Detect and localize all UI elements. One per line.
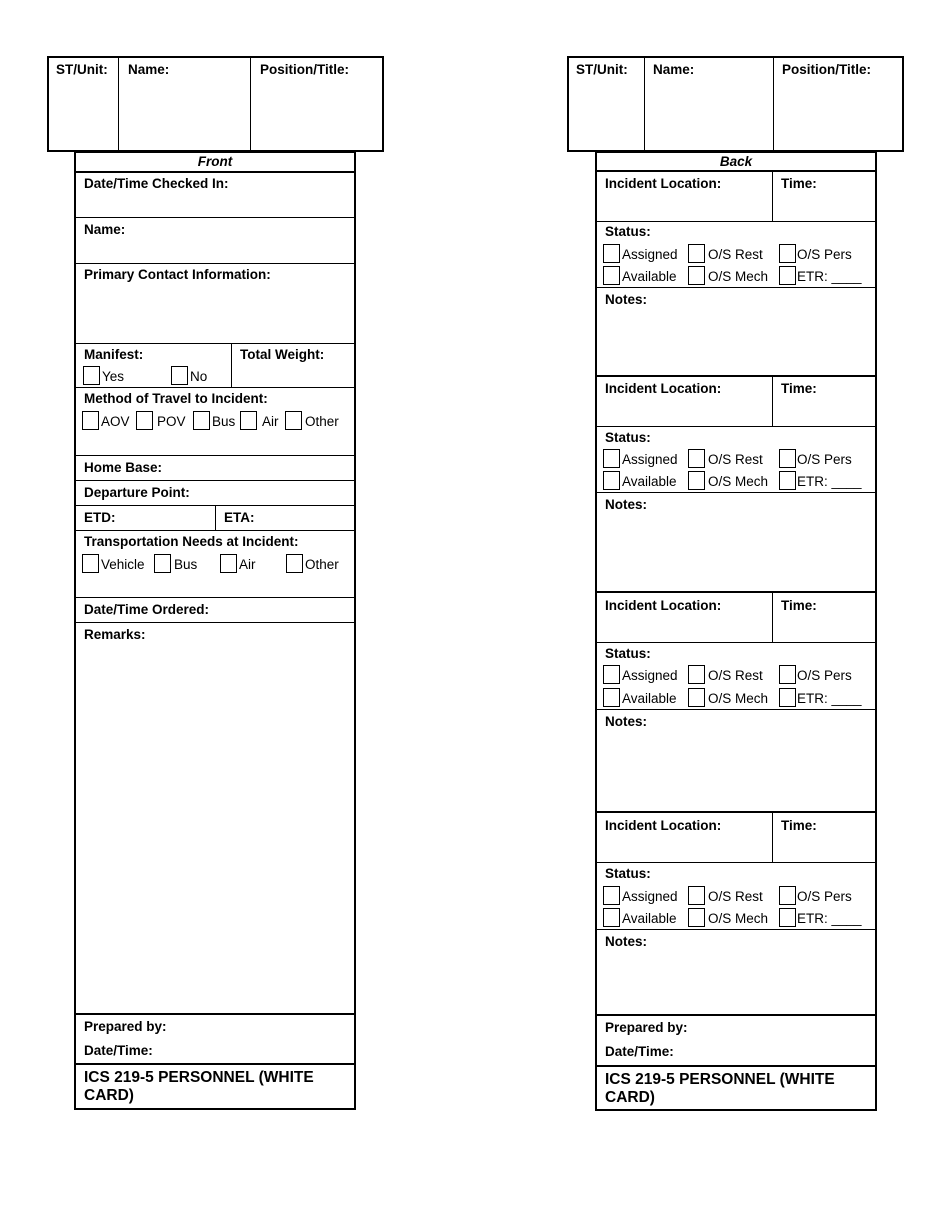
travel-air-checkbox[interactable]: [240, 411, 257, 430]
os-mech-label: O/S Mech: [708, 911, 769, 926]
etr-label: ETR: ____: [797, 691, 862, 706]
divider: [596, 642, 876, 643]
os-rest-label: O/S Rest: [708, 668, 763, 683]
travel-aov-label: AOV: [101, 414, 130, 429]
time-label: Time:: [781, 598, 817, 613]
st-unit-label: ST/Unit:: [56, 62, 108, 77]
transport-vehicle-checkbox[interactable]: [82, 554, 99, 573]
incident-location-label: Incident Location:: [605, 381, 722, 396]
total-weight-label: Total Weight:: [240, 347, 325, 362]
etd-label: ETD:: [84, 510, 116, 525]
divider: [596, 1014, 876, 1016]
travel-air-label: Air: [262, 414, 279, 429]
os-rest-checkbox[interactable]: [688, 886, 705, 905]
assigned-label: Assigned: [622, 668, 678, 683]
front-form-title: ICS 219-5 PERSONNEL (WHITE CARD): [84, 1069, 314, 1104]
divider: [596, 811, 876, 813]
back-prepared-by-label: Prepared by:: [605, 1020, 688, 1035]
back-st-unit-label: ST/Unit:: [576, 62, 628, 77]
etr-checkbox[interactable]: [779, 908, 796, 927]
divider: [772, 171, 773, 221]
status-label: Status:: [605, 646, 651, 661]
back-position-title-label: Position/Title:: [782, 62, 872, 77]
os-mech-checkbox[interactable]: [688, 471, 705, 490]
divider: [596, 170, 876, 172]
available-checkbox[interactable]: [603, 688, 620, 707]
os-mech-label: O/S Mech: [708, 691, 769, 706]
manifest-yes-label: Yes: [102, 369, 125, 384]
front-header-divider: [118, 57, 119, 151]
os-mech-checkbox[interactable]: [688, 266, 705, 285]
notes-label: Notes:: [605, 292, 648, 307]
assigned-label: Assigned: [622, 247, 678, 262]
available-checkbox[interactable]: [603, 266, 620, 285]
divider: [75, 1063, 355, 1065]
manifest-no-checkbox[interactable]: [171, 366, 188, 385]
assigned-checkbox[interactable]: [603, 886, 620, 905]
time-label: Time:: [781, 818, 817, 833]
etr-checkbox[interactable]: [779, 471, 796, 490]
transport-bus-checkbox[interactable]: [154, 554, 171, 573]
os-pers-label: O/S Pers: [797, 889, 852, 904]
transport-other-checkbox[interactable]: [286, 554, 303, 573]
divider: [596, 1065, 876, 1067]
divider: [75, 171, 355, 173]
etr-label: ETR: ____: [797, 911, 862, 926]
front-date-time-label: Date/Time:: [84, 1043, 153, 1058]
back-header-divider: [773, 57, 774, 151]
back-date-time-label: Date/Time:: [605, 1044, 674, 1059]
os-rest-label: O/S Rest: [708, 452, 763, 467]
incident-location-label: Incident Location:: [605, 176, 722, 191]
incident-location-label: Incident Location:: [605, 818, 722, 833]
os-rest-checkbox[interactable]: [688, 665, 705, 684]
travel-pov-checkbox[interactable]: [136, 411, 153, 430]
header-name-label: Name:: [128, 62, 170, 77]
divider: [75, 597, 355, 598]
available-checkbox[interactable]: [603, 471, 620, 490]
front-name-label: Name:: [84, 222, 126, 237]
remarks-label: Remarks:: [84, 627, 146, 642]
transport-vehicle-label: Vehicle: [101, 557, 145, 572]
notes-label: Notes:: [605, 714, 648, 729]
available-label: Available: [622, 691, 677, 706]
etr-label: ETR: ____: [797, 474, 862, 489]
os-rest-checkbox[interactable]: [688, 449, 705, 468]
os-mech-label: O/S Mech: [708, 269, 769, 284]
divider: [75, 387, 355, 388]
os-pers-checkbox[interactable]: [779, 449, 796, 468]
divider: [215, 505, 216, 530]
os-rest-checkbox[interactable]: [688, 244, 705, 263]
divider: [596, 591, 876, 593]
home-base-label: Home Base:: [84, 460, 163, 475]
os-mech-checkbox[interactable]: [688, 688, 705, 707]
date-time-checked-in-label: Date/Time Checked In:: [84, 176, 229, 191]
os-pers-checkbox[interactable]: [779, 244, 796, 263]
status-label: Status:: [605, 866, 651, 881]
manifest-no-label: No: [190, 369, 208, 384]
os-pers-checkbox[interactable]: [779, 886, 796, 905]
divider: [75, 455, 355, 456]
available-label: Available: [622, 474, 677, 489]
notes-label: Notes:: [605, 497, 648, 512]
divider: [772, 813, 773, 862]
status-label: Status:: [605, 224, 651, 239]
transport-air-label: Air: [239, 557, 256, 572]
os-pers-label: O/S Pers: [797, 247, 852, 262]
divider: [596, 221, 876, 222]
os-rest-label: O/S Rest: [708, 889, 763, 904]
divider: [75, 217, 355, 218]
front-prepared-by-label: Prepared by:: [84, 1019, 167, 1034]
divider: [596, 709, 876, 710]
transport-bus-label: Bus: [174, 557, 198, 572]
assigned-label: Assigned: [622, 889, 678, 904]
manifest-yes-checkbox[interactable]: [83, 366, 100, 385]
os-mech-label: O/S Mech: [708, 474, 769, 489]
divider: [596, 287, 876, 288]
position-title-label: Position/Title:: [260, 62, 350, 77]
assigned-checkbox[interactable]: [603, 665, 620, 684]
divider: [75, 263, 355, 264]
manifest-label: Manifest:: [84, 347, 144, 362]
divider: [75, 480, 355, 481]
divider: [596, 862, 876, 863]
divider: [75, 343, 355, 344]
time-label: Time:: [781, 381, 817, 396]
travel-bus-label: Bus: [212, 414, 236, 429]
time-label: Time:: [781, 176, 817, 191]
back-form-title: ICS 219-5 PERSONNEL (WHITE CARD): [605, 1071, 835, 1106]
primary-contact-label: Primary Contact Information:: [84, 267, 271, 282]
incident-location-label: Incident Location:: [605, 598, 722, 613]
assigned-checkbox[interactable]: [603, 244, 620, 263]
divider: [596, 492, 876, 493]
notes-label: Notes:: [605, 934, 648, 949]
etr-label: ETR: ____: [797, 269, 862, 284]
divider: [596, 426, 876, 427]
front-heading: Front: [197, 154, 233, 169]
travel-aov-checkbox[interactable]: [82, 411, 99, 430]
transport-air-checkbox[interactable]: [220, 554, 237, 573]
os-rest-label: O/S Rest: [708, 247, 763, 262]
os-pers-label: O/S Pers: [797, 452, 852, 467]
travel-bus-checkbox[interactable]: [193, 411, 210, 430]
method-of-travel-label: Method of Travel to Incident:: [84, 391, 268, 406]
os-mech-checkbox[interactable]: [688, 908, 705, 927]
eta-label: ETA:: [224, 510, 255, 525]
date-time-ordered-label: Date/Time Ordered:: [84, 602, 210, 617]
departure-point-label: Departure Point:: [84, 485, 190, 500]
travel-pov-label: POV: [157, 414, 186, 429]
status-label: Status:: [605, 430, 651, 445]
os-pers-checkbox[interactable]: [779, 665, 796, 684]
available-checkbox[interactable]: [603, 908, 620, 927]
front-header-divider: [250, 57, 251, 151]
assigned-label: Assigned: [622, 452, 678, 467]
divider: [772, 377, 773, 426]
back-header-divider: [644, 57, 645, 151]
divider: [75, 1013, 355, 1015]
divider: [75, 530, 355, 531]
divider: [231, 343, 232, 387]
transport-other-label: Other: [305, 557, 339, 572]
available-label: Available: [622, 269, 677, 284]
etr-checkbox[interactable]: [779, 688, 796, 707]
etr-checkbox[interactable]: [779, 266, 796, 285]
divider: [596, 375, 876, 377]
assigned-checkbox[interactable]: [603, 449, 620, 468]
travel-other-label: Other: [305, 414, 339, 429]
travel-other-checkbox[interactable]: [285, 411, 302, 430]
available-label: Available: [622, 911, 677, 926]
divider: [75, 622, 355, 623]
os-pers-label: O/S Pers: [797, 668, 852, 683]
back-heading: Back: [719, 154, 753, 169]
transportation-needs-label: Transportation Needs at Incident:: [84, 534, 299, 549]
back-header-name-label: Name:: [653, 62, 695, 77]
divider: [772, 593, 773, 642]
divider: [596, 929, 876, 930]
